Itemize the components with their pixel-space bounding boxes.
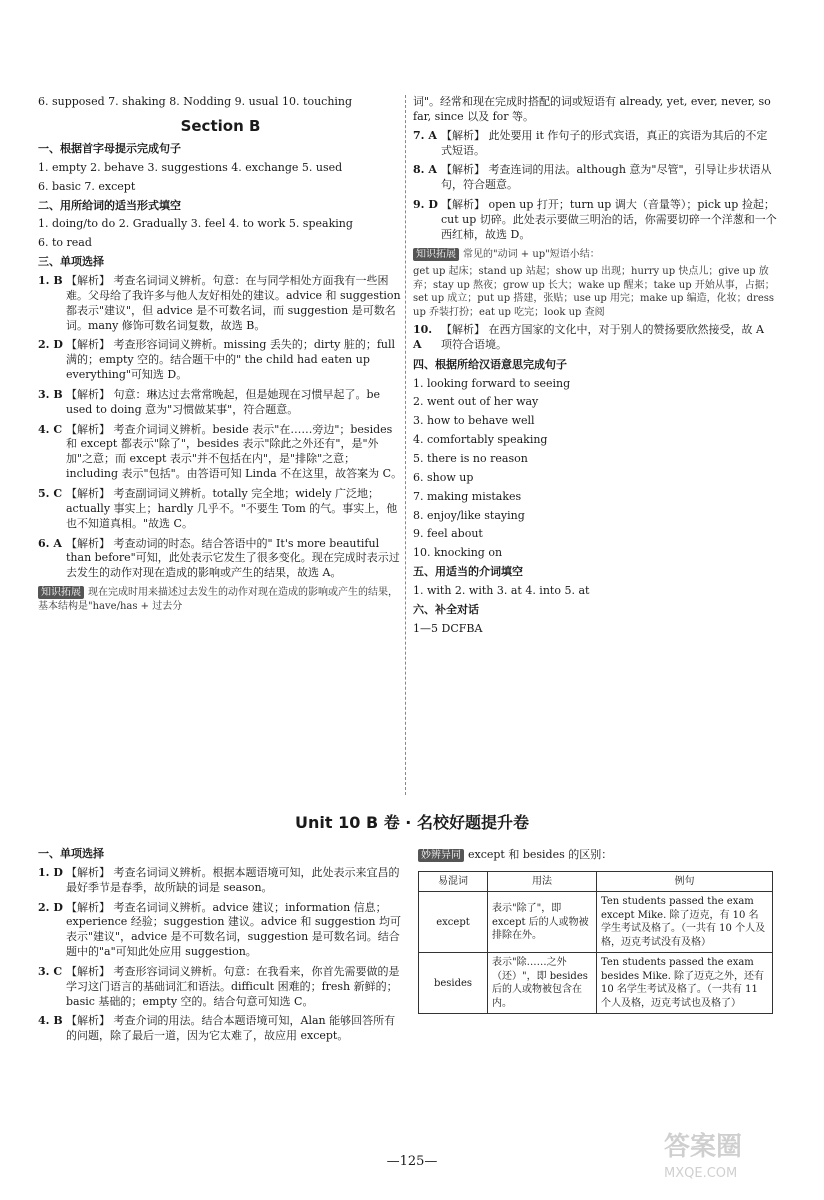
answers-line: 6. basic 7. except <box>38 179 136 193</box>
note-text: 现在完成时用来描述过去发生的动作对现在造成的影响或产生的结果，基本结构是"have/has + 过去分 <box>38 587 398 612</box>
explanation: 【解析】 考查介词词义辨析。beside 表示"在……旁边"；besides 和 except 都表示"除了"，besides 表示"除此之外还有"，是"外加"之意；而 except 表示"并不包括在内"，是"排除"之意；including 表示"包括"。由答语可知 Linda 不在这里，故答案为 C。 <box>66 422 403 481</box>
question <box>413 323 778 353</box>
answers-line: 1—5 DCFBA <box>413 621 483 635</box>
column-header: 例句 <box>597 871 773 892</box>
answer-item: 8. enjoy/like staying <box>413 508 525 522</box>
question-number: 6. A <box>38 536 62 550</box>
cell-example: Ten students passed the exam besides Mike. 除了迈克之外，还有 10 名学生考试及格了。（一共有 11 个人及格，迈克考试也及格了） <box>597 953 773 1014</box>
note-text: get up 起床；stand up 站起；show up 出现；hurry up 快点儿；give up 放弃；stay up 熬夜；grow up 长大；wake up 醒来；take up 开始从事，占据；set up 成立；put up 搭建，张贴；use up 用完；make up 编造，化妆；dress up 乔装打扮；eat up 吃完；look up 查阅 <box>413 266 775 318</box>
answers-line: 6. supposed 7. shaking 8. Nodding 9. usual 10. touching <box>38 95 353 108</box>
question-number: 1. B <box>38 274 63 287</box>
explanation: 【解析】 考查形容词词义辨析。句意：在我看来，你首先需要做的是学习这门语言的基础词汇和语法。difficult 困难的；fresh 新鲜的；basic 基础的；empty 空的。结合句意可知选 C。 <box>66 964 400 1008</box>
question <box>413 163 778 193</box>
watermark-text: 答案圈 <box>664 1132 743 1162</box>
explanation: 【解析】 此处要用 it 作句子的形式宾语，真正的宾语为其后的不定式短语。 <box>441 128 768 157</box>
cell-word: except <box>419 892 488 953</box>
answer-item: 3. how to behave well <box>413 414 535 428</box>
question <box>38 537 403 582</box>
heading: 一、根据首字母提示完成句子 <box>38 142 181 156</box>
question <box>38 866 403 896</box>
question-number: 4. B <box>38 1014 63 1028</box>
answers-line: 1. with 2. with 3. at 4. into 5. at <box>413 583 590 597</box>
column-header: 易混词 <box>419 871 488 892</box>
question <box>38 1014 403 1044</box>
note-label: 知识拓展 <box>413 248 459 261</box>
explanation: 【解析】 考查介词的用法。结合本题语境可知，Alan 能够回答所有的问题，除了最后一道，因为它太难了，故应用 except。 <box>66 1014 396 1043</box>
heading: 六、补全对话 <box>413 602 479 616</box>
table-row <box>419 892 773 953</box>
heading: 四、根据所给汉语意思完成句子 <box>413 357 567 371</box>
page-number: —125— <box>386 1154 438 1169</box>
unit-title: Unit 10 B 卷 · 名校好题提升卷 <box>295 813 529 832</box>
cell-usage: 表示"除了"，即 except 后的人或物被排除在外。 <box>488 892 597 953</box>
explanation: 【解析】 考查形容词词义辨析。missing 丢失的；dirty 脏的；full 满的；empty 空的。结合题干中的" the child had eaten up everything"可知选 D。 <box>66 338 396 382</box>
question-number: 5. C <box>38 486 63 500</box>
answer-item: 7. making mistakes <box>413 489 522 503</box>
question-number: 7. A <box>413 128 437 142</box>
watermark-logo <box>664 1130 804 1182</box>
explanation: 【解析】 open up 打开；turn up 调大（音量等）；pick up 捡起；cut up 切碎。此处表示要做三明治的话，你需要切碎一个洋葱和一个西红柿，故选 D。 <box>441 198 777 241</box>
answer-item: 2. went out of her way <box>413 395 539 409</box>
answer-item: 10. knocking on <box>413 546 503 560</box>
explanation: 【解析】 考查名词词义辨析。根据本题语境可知，此处表示来宜昌的最好季节是春季，故所缺的词是 season。 <box>66 865 400 894</box>
cell-example: Ten students passed the exam except Mike. 除了迈克，有 10 名学生考试及格了。（一共有 10 个人及格，迈克考试没有及格） <box>597 892 773 953</box>
question-number: 1. D <box>38 865 63 879</box>
answers-line: 1. doing/to do 2. Gradually 3. feel 4. to work 5. speaking <box>38 217 353 231</box>
table-header-row <box>419 871 773 892</box>
question <box>38 965 403 1010</box>
question-number: 9. D <box>413 198 438 212</box>
question-number: 4. C <box>38 422 63 436</box>
answer-item: 6. show up <box>413 470 474 484</box>
knowledge-note <box>413 248 778 262</box>
question-number: 10. A <box>413 323 433 351</box>
answer-item: 1. looking forward to seeing <box>413 376 571 390</box>
explanation: 【解析】 考查连词的用法。although 意为"尽管"，引导让步状语从句，符合题意。 <box>441 163 772 192</box>
continued-text: 词"。经常和现在完成时搭配的词或短语有 already, yet, ever, never, so far, since 以及 for 等。 <box>413 95 771 123</box>
answers-line: 6. to read <box>38 236 92 250</box>
answer-item: 4. comfortably speaking <box>413 433 548 447</box>
note-label: 知识拓展 <box>38 586 84 599</box>
answers-line: 1. empty 2. behave 3. suggestions 4. exchange 5. used <box>38 160 343 174</box>
cell-word: besides <box>419 953 488 1014</box>
explanation: 【解析】 在西方国家的文化中，对于别人的赞扬要欣然接受，故 A 项符合语境。 <box>441 323 764 351</box>
question-number: 2. D <box>38 338 63 352</box>
question <box>38 901 403 960</box>
question <box>38 388 403 418</box>
explanation: 【解析】 考查副词词义辨析。totally 完全地；widely 广泛地；actually 事实上；hardly 几乎不。"不要生 Tom 的气。事实上，他也不知道真相。"故选 C。 <box>66 486 398 530</box>
watermark-url: MXQE.COM <box>664 1166 738 1182</box>
question <box>413 198 778 243</box>
question <box>38 338 403 383</box>
heading: 一、单项选择 <box>38 847 104 860</box>
question-number: 3. B <box>38 387 63 401</box>
compare-note <box>418 848 788 863</box>
answer-item: 5. there is no reason <box>413 452 528 465</box>
explanation: 【解析】 考查动词的时态。结合答语中的" It's more beautiful than before"可知，此处表示它发生了很多变化。现在完成时表示过去发生的动作对现在造成的影响或产生的结果，故选 A。 <box>66 536 400 580</box>
heading: 三、单项选择 <box>38 255 104 269</box>
question <box>38 423 403 482</box>
note-intro: except 和 besides 的区别： <box>468 848 613 861</box>
question <box>38 487 403 532</box>
explanation: 【解析】 考查名词词义辨析。句意：在与同学相处方面我有一些困难。父母给了我许多与他人友好相处的建议。advice 和 suggestion 都表示"建议"，但 advice 是不可数名词，而 suggestion 是可数名词。many 修饰可数名词复数，故选 B。 <box>66 274 401 332</box>
explanation: 【解析】 考查名词词义辨析。advice 建议；information 信息；experience 经验；suggestion 建议。advice 和 suggestion 均可表示"建议"，advice 是不可数名词，suggestion 是可数名词。结合题中的"a"可知此处应用 suggestion。 <box>66 900 402 959</box>
section-title: Section B <box>180 116 261 135</box>
heading: 二、用所给词的适当形式填空 <box>38 198 181 212</box>
explanation: 【解析】 句意：琳达过去常常晚起，但是她现在习惯早起了。be used to doing 意为"习惯做某事"，符合题意。 <box>66 387 381 416</box>
column-divider <box>405 95 406 795</box>
note-label: 妙辨异同 <box>418 849 464 862</box>
bottom-right-column <box>418 848 788 1014</box>
question <box>38 274 403 333</box>
answer-item: 9. feel about <box>413 527 483 541</box>
knowledge-note <box>38 586 403 613</box>
question-number: 3. C <box>38 964 63 978</box>
bottom-left-column <box>38 845 403 1049</box>
right-column <box>413 95 778 640</box>
table-row <box>419 953 773 1014</box>
cell-usage: 表示"除……之外（还）"，即 besides 后的人或物被包含在内。 <box>488 953 597 1014</box>
note-intro: 常见的"动词 + up"短语小结： <box>463 248 600 260</box>
column-header: 用法 <box>488 871 597 892</box>
heading: 五、用适当的介词填空 <box>413 565 523 579</box>
question-number: 2. D <box>38 900 63 914</box>
comparison-table <box>418 871 773 1015</box>
question-number: 8. A <box>413 163 437 177</box>
left-column <box>38 95 403 617</box>
question <box>413 129 778 159</box>
